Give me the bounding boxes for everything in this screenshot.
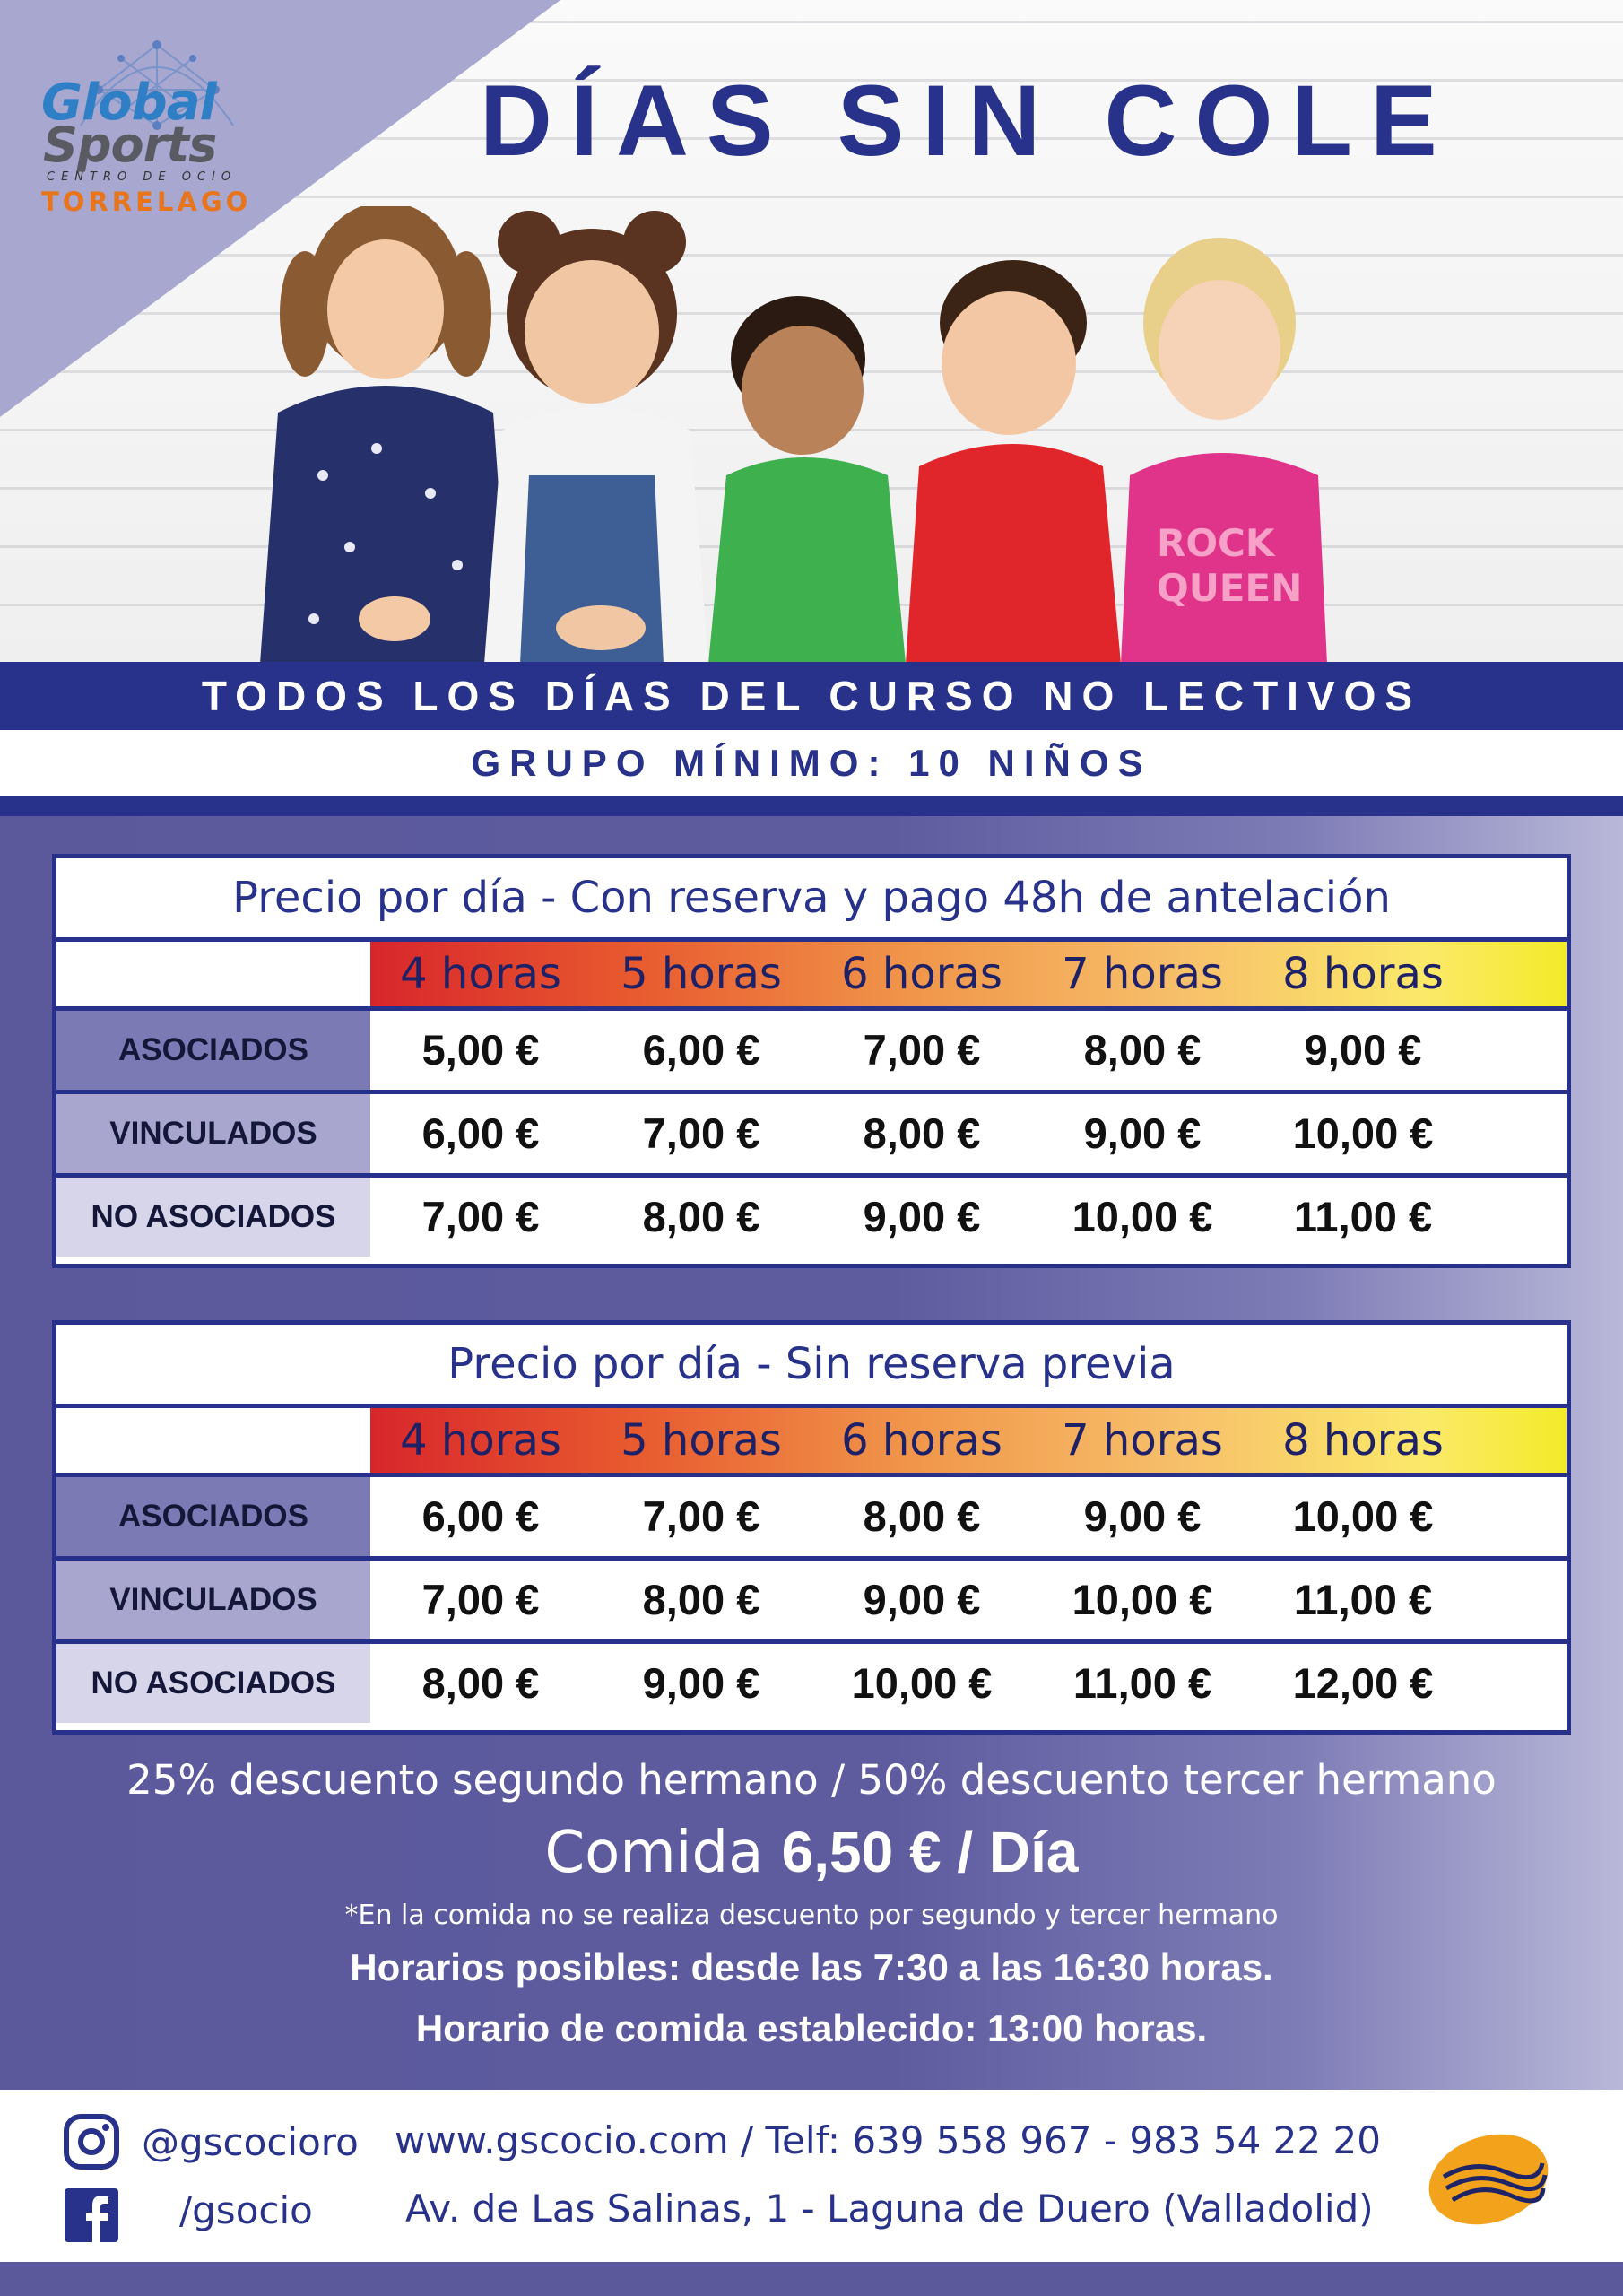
table-row <box>56 1477 1567 1561</box>
instagram-handle[interactable]: @gscocioro <box>142 2120 359 2164</box>
meal-schedule-note: Horario de comida establecido: 13:00 horas. <box>415 2007 1208 2049</box>
table-row <box>56 1011 1567 1094</box>
global-sports-logo <box>36 27 260 229</box>
price-table-with-booking <box>52 854 1571 1268</box>
wave-emblem-icon <box>1421 2127 1556 2228</box>
price-cell: 7,00 € <box>421 1576 540 1623</box>
price-cell: 9,00 € <box>1083 1109 1202 1157</box>
price-cell: 10,00 € <box>851 1659 993 1707</box>
price-cell: 9,00 € <box>1304 1026 1422 1074</box>
price-cell: 6,00 € <box>642 1026 760 1074</box>
sibling-discount-note: 25% descuento segundo hermano / 50% descuento tercer hermano <box>126 1756 1497 1804</box>
price-cell: 7,00 € <box>642 1492 760 1540</box>
row-label: VINCULADOS <box>56 1094 370 1173</box>
hours-header-cell: 6 horas <box>841 1415 1002 1465</box>
table-title: Precio por día - Sin reserva previa <box>56 1325 1567 1408</box>
row-label: NO ASOCIADOS <box>56 1644 370 1723</box>
price-cell: 8,00 € <box>642 1576 760 1623</box>
price-cell: 8,00 € <box>421 1659 540 1707</box>
price-cell: 7,00 € <box>642 1109 760 1157</box>
price-cell: 10,00 € <box>1292 1109 1434 1157</box>
hours-header-cell: 5 horas <box>621 1415 782 1465</box>
hours-header-cell: 4 horas <box>400 949 561 999</box>
price-table-without-booking <box>52 1320 1571 1735</box>
logo-tagline: CENTRO DE OCIO <box>47 170 238 184</box>
price-cell: 8,00 € <box>863 1109 981 1157</box>
hours-header-row <box>56 1408 1567 1477</box>
logo-location: TORRELAGO <box>41 187 252 217</box>
row-label: ASOCIADOS <box>56 1011 370 1090</box>
hours-header <box>370 942 1567 1006</box>
price-cell: 10,00 € <box>1072 1193 1213 1240</box>
instagram-icon[interactable] <box>63 2113 120 2170</box>
price-cell: 8,00 € <box>642 1193 760 1240</box>
row-label: NO ASOCIADOS <box>56 1178 370 1257</box>
price-cell: 9,00 € <box>642 1659 760 1707</box>
address: Av. de Las Salinas, 1 - Laguna de Duero (Valladolid) <box>405 2187 1374 2231</box>
table-row <box>56 1094 1567 1178</box>
svg-text:QUEEN: QUEEN <box>1157 566 1303 610</box>
facebook-handle[interactable]: /gsocio <box>179 2188 313 2232</box>
price-cell: 10,00 € <box>1072 1576 1213 1623</box>
row-label: ASOCIADOS <box>56 1477 370 1556</box>
children-photo <box>242 206 1408 662</box>
hours-header-cell: 4 horas <box>400 1415 561 1465</box>
hours-header-cell: 7 horas <box>1062 949 1223 999</box>
hours-header-cell: 5 horas <box>621 949 782 999</box>
hours-header-cell: 7 horas <box>1062 1415 1223 1465</box>
meal-discount-disclaimer: *En la comida no se realiza descuento por segundo y tercer hermano <box>344 1900 1279 1931</box>
price-cell: 6,00 € <box>421 1109 540 1157</box>
price-cell: 6,00 € <box>421 1492 540 1540</box>
price-cell: 5,00 € <box>421 1026 540 1074</box>
hours-header-cell: 6 horas <box>841 949 1002 999</box>
website-phone[interactable]: www.gscocio.com / Telf: 639 558 967 - 983 54 22 20 <box>395 2118 1381 2162</box>
price-cell: 8,00 € <box>863 1492 981 1540</box>
price-cell: 7,00 € <box>863 1026 981 1074</box>
meal-price <box>0 1819 1623 1886</box>
logo-word-global: Global <box>41 74 216 132</box>
price-cell: 9,00 € <box>1083 1492 1202 1540</box>
banner-main: TODOS LOS DÍAS DEL CURSO NO LECTIVOS <box>0 662 1623 730</box>
price-cell: 12,00 € <box>1292 1659 1434 1707</box>
hero-photo <box>0 0 1623 662</box>
price-cell: 7,00 € <box>421 1193 540 1240</box>
hours-header-cell: 8 horas <box>1282 949 1444 999</box>
price-cell: 8,00 € <box>1083 1026 1202 1074</box>
svg-text:ROCK: ROCK <box>1157 521 1275 565</box>
price-cell: 10,00 € <box>1292 1492 1434 1540</box>
page-title: DÍAS SIN COLE <box>480 65 1455 177</box>
footer-bar <box>0 2262 1623 2296</box>
table-title: Precio por día - Con reserva y pago 48h de antelación <box>56 858 1567 942</box>
table-row <box>56 1561 1567 1644</box>
row-label: VINCULADOS <box>56 1561 370 1639</box>
banner-sub: GRUPO MÍNIMO: 10 NIÑOS <box>0 730 1623 796</box>
price-cell: 11,00 € <box>1293 1576 1433 1623</box>
table-row <box>56 1644 1567 1723</box>
meal-price-prefix: Comida <box>544 1820 782 1886</box>
price-cell: 9,00 € <box>863 1576 981 1623</box>
schedule-note: Horarios posibles: desde las 7:30 a las 16:30 horas. <box>350 1946 1273 1988</box>
price-cell: 11,00 € <box>1072 1659 1212 1707</box>
price-cell: 9,00 € <box>863 1193 981 1240</box>
banner-divider <box>0 796 1623 816</box>
price-cell: 11,00 € <box>1293 1193 1433 1240</box>
meal-price-value: 6,50 € / Día <box>781 1820 1079 1884</box>
table-row <box>56 1178 1567 1257</box>
hours-header-cell: 8 horas <box>1282 1415 1444 1465</box>
hours-header <box>370 1408 1567 1473</box>
header-blank-cell <box>56 1408 370 1473</box>
hours-header-row <box>56 942 1567 1011</box>
facebook-icon[interactable] <box>63 2187 120 2244</box>
header-blank-cell <box>56 942 370 1006</box>
logo-word-sports: Sports <box>43 117 217 173</box>
